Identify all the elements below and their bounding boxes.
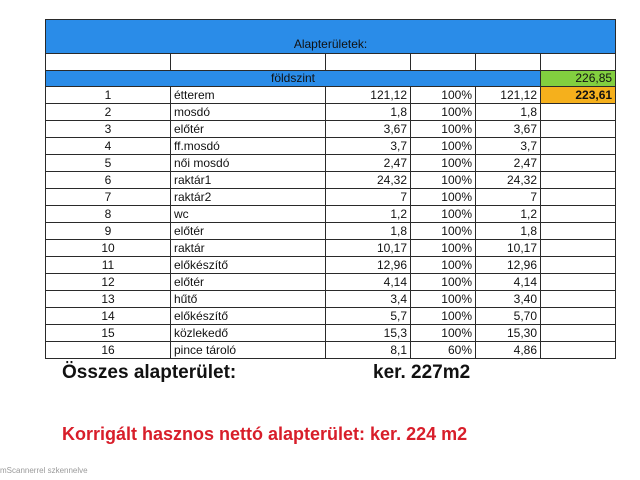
room-area: 2,47 xyxy=(326,155,411,172)
row-number: 4 xyxy=(46,138,171,155)
row-number: 13 xyxy=(46,291,171,308)
room-area: 4,14 xyxy=(326,274,411,291)
net-area: 12,96 xyxy=(476,257,541,274)
net-area: 1,8 xyxy=(476,223,541,240)
room-area: 8,1 xyxy=(326,342,411,359)
usage-percent: 100% xyxy=(411,189,476,206)
title-row xyxy=(46,20,616,54)
row-number: 6 xyxy=(46,172,171,189)
usage-percent: 100% xyxy=(411,308,476,325)
row-number: 8 xyxy=(46,206,171,223)
table-row xyxy=(46,223,616,240)
usage-percent: 100% xyxy=(411,138,476,155)
room-area: 3,4 xyxy=(326,291,411,308)
corrected-net-area: Korrigált hasznos nettó alapterület: ker. 224 m2 xyxy=(62,424,468,444)
usage-percent: 100% xyxy=(411,172,476,189)
row-number: 2 xyxy=(46,104,171,121)
empty-cell xyxy=(541,240,616,257)
net-area: 5,70 xyxy=(476,308,541,325)
area-table xyxy=(45,19,616,359)
row-number: 3 xyxy=(46,121,171,138)
net-area: 2,47 xyxy=(476,155,541,172)
table-row xyxy=(46,206,616,223)
room-name: ff.mosdó xyxy=(171,138,326,155)
net-area: 24,32 xyxy=(476,172,541,189)
summary-label: Összes alapterület: xyxy=(62,362,237,383)
table-row xyxy=(46,342,616,359)
table-row xyxy=(46,325,616,342)
usage-percent: 100% xyxy=(411,121,476,138)
table-title: Alapterületek: xyxy=(46,20,616,54)
room-area: 1,2 xyxy=(326,206,411,223)
room-name: előtér xyxy=(171,223,326,240)
table-row xyxy=(46,308,616,325)
empty-cell xyxy=(541,172,616,189)
empty-cell xyxy=(541,274,616,291)
room-name: hűtő xyxy=(171,291,326,308)
room-area: 3,67 xyxy=(326,121,411,138)
room-name: előtér xyxy=(171,121,326,138)
net-area: 3,7 xyxy=(476,138,541,155)
floor-row xyxy=(46,71,616,87)
empty-cell xyxy=(541,325,616,342)
room-area: 7 xyxy=(326,189,411,206)
usage-percent: 60% xyxy=(411,342,476,359)
room-name: raktár2 xyxy=(171,189,326,206)
empty-cell xyxy=(541,223,616,240)
table-row xyxy=(46,189,616,206)
usage-percent: 100% xyxy=(411,240,476,257)
net-total-highlight: 223,61 xyxy=(541,87,616,104)
usage-percent: 100% xyxy=(411,274,476,291)
empty-cell xyxy=(541,104,616,121)
usage-percent: 100% xyxy=(411,223,476,240)
floor-label: földszint xyxy=(46,71,541,87)
net-area: 1,8 xyxy=(476,104,541,121)
table-row xyxy=(46,274,616,291)
empty-cell xyxy=(541,206,616,223)
usage-percent: 100% xyxy=(411,155,476,172)
row-number: 10 xyxy=(46,240,171,257)
room-name: előkészítő xyxy=(171,308,326,325)
table-row xyxy=(46,172,616,189)
empty-cell xyxy=(541,257,616,274)
room-name: wc xyxy=(171,206,326,223)
room-area: 24,32 xyxy=(326,172,411,189)
empty-cell xyxy=(541,121,616,138)
usage-percent: 100% xyxy=(411,325,476,342)
table-row xyxy=(46,291,616,308)
row-number: 7 xyxy=(46,189,171,206)
scanner-watermark: mScannerrel szkennelve xyxy=(0,466,88,475)
usage-percent: 100% xyxy=(411,206,476,223)
room-area: 5,7 xyxy=(326,308,411,325)
room-name: étterem xyxy=(171,87,326,104)
room-name: előkészítő xyxy=(171,257,326,274)
usage-percent: 100% xyxy=(411,291,476,308)
empty-cell xyxy=(541,308,616,325)
usage-percent: 100% xyxy=(411,87,476,104)
net-area: 121,12 xyxy=(476,87,541,104)
row-number: 11 xyxy=(46,257,171,274)
room-area: 10,17 xyxy=(326,240,411,257)
room-name: előtér xyxy=(171,274,326,291)
net-area: 3,40 xyxy=(476,291,541,308)
row-number: 1 xyxy=(46,87,171,104)
room-area: 12,96 xyxy=(326,257,411,274)
table-row xyxy=(46,155,616,172)
room-area: 121,12 xyxy=(326,87,411,104)
table-row xyxy=(46,240,616,257)
empty-cell xyxy=(541,155,616,172)
usage-percent: 100% xyxy=(411,257,476,274)
row-number: 16 xyxy=(46,342,171,359)
room-name: mosdó xyxy=(171,104,326,121)
table-row xyxy=(46,121,616,138)
net-area: 3,67 xyxy=(476,121,541,138)
room-area: 3,7 xyxy=(326,138,411,155)
table-row xyxy=(46,104,616,121)
floor-total: 226,85 xyxy=(541,71,616,87)
row-number: 9 xyxy=(46,223,171,240)
room-name: raktár1 xyxy=(171,172,326,189)
room-area: 15,3 xyxy=(326,325,411,342)
net-area: 7 xyxy=(476,189,541,206)
blank-row xyxy=(46,54,616,71)
net-area: 1,2 xyxy=(476,206,541,223)
row-number: 12 xyxy=(46,274,171,291)
net-area: 4,14 xyxy=(476,274,541,291)
empty-cell xyxy=(541,342,616,359)
table-row xyxy=(46,138,616,155)
net-area: 10,17 xyxy=(476,240,541,257)
table-row xyxy=(46,87,616,104)
row-number: 5 xyxy=(46,155,171,172)
row-number: 15 xyxy=(46,325,171,342)
room-area: 1,8 xyxy=(326,223,411,240)
net-area: 15,30 xyxy=(476,325,541,342)
summary-value: ker. 227m2 xyxy=(373,362,471,383)
room-name: pince tároló xyxy=(171,342,326,359)
table-row xyxy=(46,257,616,274)
row-number: 14 xyxy=(46,308,171,325)
room-name: raktár xyxy=(171,240,326,257)
room-area: 1,8 xyxy=(326,104,411,121)
empty-cell xyxy=(541,291,616,308)
empty-cell xyxy=(541,189,616,206)
room-name: közlekedő xyxy=(171,325,326,342)
room-name: női mosdó xyxy=(171,155,326,172)
usage-percent: 100% xyxy=(411,104,476,121)
empty-cell xyxy=(541,138,616,155)
net-area: 4,86 xyxy=(476,342,541,359)
